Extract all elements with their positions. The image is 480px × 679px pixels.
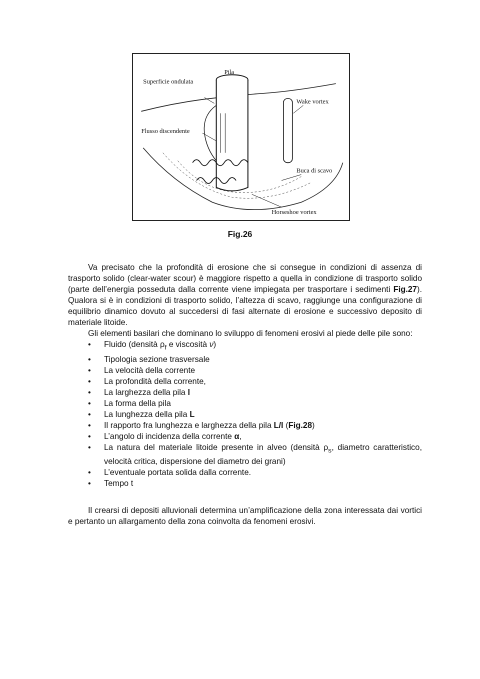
bullet-icon: • — [88, 340, 91, 349]
pier-body — [216, 80, 248, 191]
paragraph1-text-end: ). Qualora si è in condizioni di trasporto solido, l’altezza di scavo, raggiunge una configurazione di equilibrio dinamico dovuto al succedersi di fasi alternate di erosione e successivo deposito di materiale litoide. — [68, 285, 422, 327]
figure-caption: Fig.26 — [227, 229, 253, 239]
list-text: Il rapporto fra lunghezza e larghezza della pila — [104, 420, 274, 430]
list-text: L’eventuale portata solida dalla corrente. — [104, 468, 252, 478]
list-item — [88, 354, 422, 365]
paragraph-elements-intro: Gli elementi basilari che dominano lo sviluppo di fenomeni erosivi al piede delle pile sono: — [88, 329, 413, 338]
label-pila: Pila — [224, 68, 235, 76]
bullet-icon: • — [88, 398, 91, 408]
list-italic: ν — [209, 340, 214, 349]
label-wake: Wake vortex — [296, 98, 329, 106]
list-text: ) — [213, 340, 217, 349]
bullet-icon: • — [88, 387, 91, 397]
list-item — [88, 365, 422, 376]
list-text: La lunghezza della pila — [104, 409, 190, 419]
list-text: La profondità della corrente, — [104, 376, 206, 386]
list-sub: s — [328, 447, 332, 455]
bullet-icon: • — [88, 420, 91, 430]
downflow-arrow — [204, 105, 216, 160]
list-item — [88, 442, 422, 468]
paragraph-alluvial-deposits: Il crearsi di depositi alluvionali determina un’amplificazione della zona interessata dai vortici e pertanto un allargamento della zona coinvolta da fenomeni erosivi. — [68, 506, 422, 527]
list-text: ) — [312, 420, 315, 430]
pier-scour-figure — [132, 53, 350, 221]
paragraph-clear-water-scour — [68, 262, 422, 328]
list-bold: α — [234, 431, 240, 441]
list-item — [88, 409, 422, 420]
list-text: e viscosità — [166, 340, 210, 349]
bullet-icon: • — [88, 376, 91, 386]
list-item — [88, 467, 422, 478]
paragraph1-text: Va precisato che la profondità di erosione che si consegue in condizioni di assenza di trasporto solido (clear-water scour) è maggiore rispetto a quella in condizione di trasporto solido (parte dell’energia posseduta dalla corrente viene impiegata per trasportare i sedimenti — [68, 263, 422, 294]
bullet-icon: • — [88, 354, 91, 364]
list-text: , — [239, 431, 242, 441]
body-text — [68, 262, 422, 527]
list-bold: L/l — [273, 420, 284, 430]
list-item — [88, 478, 422, 489]
figure-reference: Fig.28 — [288, 420, 313, 430]
label-horseshoe: Horseshoe vortex — [271, 209, 317, 217]
list-item — [88, 339, 422, 354]
list-text: La forma della pila — [104, 398, 171, 408]
list-item — [88, 431, 422, 442]
list-text: La larghezza della pila — [104, 387, 188, 397]
list-bold: l — [187, 387, 191, 397]
bullet-icon: • — [88, 479, 91, 489]
leader-flusso — [202, 133, 216, 141]
list-item — [88, 376, 422, 387]
list-text: Tempo t — [104, 479, 134, 489]
list-sub: f — [164, 344, 167, 352]
leader-horseshoe — [252, 194, 282, 207]
pier-scour-diagram — [133, 54, 349, 220]
bullet-icon: • — [88, 365, 91, 375]
list-item — [88, 387, 422, 398]
list-text: La natura del materiale litoide presente in alveo (densità ρ — [104, 442, 329, 452]
list-text: Tipologia sezione trasversale — [104, 354, 210, 364]
list-item — [88, 420, 422, 431]
figure-reference: Fig.27 — [393, 285, 417, 294]
bullet-icon: • — [88, 468, 91, 478]
list-bold: L — [189, 409, 195, 419]
list-text: L’angolo di incidenza della corrente — [104, 431, 235, 441]
bullet-icon: • — [88, 409, 91, 419]
label-buca: Buca di scavo — [296, 167, 333, 175]
erosion-elements-list — [68, 339, 422, 489]
list-item — [88, 398, 422, 409]
list-text: , diametro caratteristico, velocità critica, dispersione del diametro dei grani) — [104, 442, 422, 467]
bullet-icon: • — [88, 442, 91, 452]
bullet-icon: • — [88, 431, 91, 441]
label-flusso: Flusso discendente — [141, 128, 190, 136]
list-text: La velocità della corrente — [104, 365, 196, 375]
label-superficie: Superficie ondulata — [143, 78, 194, 86]
wake-vortex-column — [283, 98, 292, 162]
list-text: ( — [283, 420, 289, 430]
leader-buca — [282, 175, 302, 181]
list-text: Fluido (densità ρ — [104, 340, 165, 349]
leader-wake — [293, 105, 303, 113]
